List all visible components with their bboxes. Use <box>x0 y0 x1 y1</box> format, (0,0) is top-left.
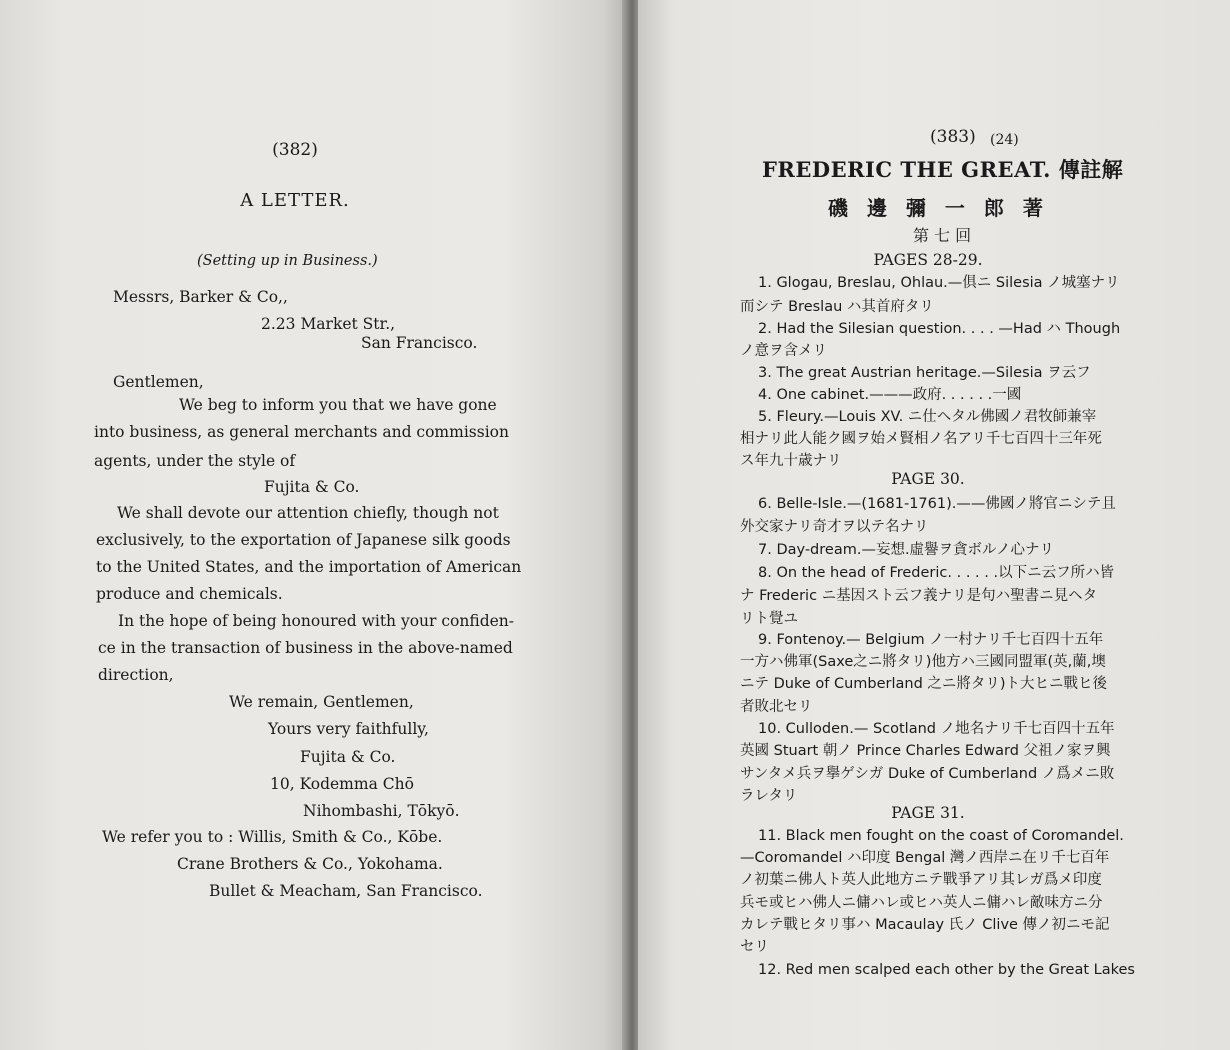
paragraph-line: produce and chemicals. <box>96 585 283 603</box>
paragraph-line: ce in the transaction of business in the above-named <box>98 639 513 657</box>
annotation-continuation: 英國 Stuart 朝ノ Prince Charles Edward 父祖ノ家ヲ興 <box>740 743 1111 759</box>
annotation-continuation: ラレタリ <box>740 788 798 804</box>
annotation-item: 2. Had the Silesian question. . . . —Had ハ Though <box>758 321 1121 337</box>
annotation-item: 7. Day-dream.—妄想.虛譽ヲ貪ボルノ心ナリ <box>758 542 1054 558</box>
annotation-continuation: カレテ戰ヒタリ事ハ Macaulay 氏ノ Clive 傳ノ初ニモ記 <box>740 917 1110 933</box>
address-line: 2.23 Market Str., <box>261 315 396 333</box>
annotation-item: 10. Culloden.— Scotland ノ地名ナリ千七百四十五年 <box>758 721 1115 737</box>
page-number-right: (383) <box>930 127 976 147</box>
address-line: San Francisco. <box>361 334 478 352</box>
paragraph-line: In the hope of being honoured with your confiden- <box>118 612 515 630</box>
firm-name: Fujita & Co. <box>264 478 360 496</box>
annotation-continuation: 而シテ Breslau ハ其首府タリ <box>740 299 934 315</box>
right-page <box>638 0 1230 1050</box>
letter-title: A LETTER. <box>240 190 350 211</box>
annotation-continuation: ナ Frederic ニ基因スト云フ義ナリ是句ハ聖書ニ見ヘタ <box>740 588 1098 604</box>
annotation-continuation: サンタメ兵ヲ擧ゲシガ Duke of Cumberland ノ爲メニ敗 <box>740 766 1115 782</box>
chapter-label: 第 七 回 <box>913 226 972 245</box>
annotation-continuation: 一方ハ佛軍(Saxe之ニ將タリ)他方ハ三國同盟軍(英,蘭,墺 <box>740 654 1106 670</box>
address-line: Messrs, Barker & Co,, <box>113 288 288 306</box>
section-heading: PAGES 28-29. <box>873 251 983 269</box>
closing-line: Nihombashi, Tōkyō. <box>303 802 460 820</box>
book-title: FREDERIC THE GREAT. 傳註解 <box>762 157 1124 182</box>
annotation-item: 3. The great Austrian heritage.—Silesia ヲ云フ <box>758 365 1091 381</box>
annotation-continuation: ノ初葉ニ佛人ト英人此地方ニテ戰爭アリ其レガ爲メ印度 <box>740 872 1102 888</box>
annotation-continuation: 者敗北セリ <box>740 699 813 715</box>
annotation-continuation: ノ意ヲ含メリ <box>740 343 827 359</box>
annotation-continuation: セリ <box>740 939 769 955</box>
paragraph-line: to the United States, and the importation of American <box>96 558 522 576</box>
paragraph-line: exclusively, to the exportation of Japanese silk goods <box>96 531 511 549</box>
reference-line: We refer you to : Willis, Smith & Co., Kōbe. <box>102 828 443 846</box>
closing-line: Fujita & Co. <box>300 748 396 766</box>
annotation-item: 9. Fontenoy.— Belgium ノ一村ナリ千七百四十五年 <box>758 632 1104 648</box>
annotation-item: 8. On the head of Frederic. . . . . .以下ニ云フ所ハ皆 <box>758 565 1115 581</box>
section-heading: PAGE 31. <box>891 804 965 822</box>
section-heading: PAGE 30. <box>891 470 965 488</box>
annotation-continuation: リト覺ユ <box>740 611 798 627</box>
letter-subtitle: (Setting up in Business.) <box>197 253 378 269</box>
annotation-continuation: 外交家ナリ奇才ヲ以テ名ナリ <box>740 519 929 535</box>
closing-line: Yours very faithfully, <box>268 720 429 738</box>
closing-line: We remain, Gentlemen, <box>229 693 414 711</box>
annotation-continuation: —Coromandel ハ印度 Bengal 灣ノ西岸ニ在リ千七百年 <box>740 850 1110 866</box>
annotation-item: 1. Glogau, Breslau, Ohlau.—俱ニ Silesia ノ城塞ナリ <box>758 275 1120 291</box>
paragraph-line: into business, as general merchants and commission <box>94 423 509 441</box>
page-number-left: (382) <box>272 140 318 160</box>
annotation-item: 12. Red men scalped each other by the Great Lakes <box>758 962 1135 978</box>
paragraph-line: We beg to inform you that we have gone <box>179 396 497 414</box>
annotation-item: 11. Black men fought on the coast of Coromandel. <box>758 828 1124 844</box>
annotation-item: 5. Fleury.—Louis XV. ニ仕ヘタル佛國ノ君牧師兼宰 <box>758 409 1097 425</box>
closing-line: 10, Kodemma Chō <box>270 775 414 793</box>
reference-line: Crane Brothers & Co., Yokohama. <box>177 855 443 873</box>
paragraph-line: direction, <box>98 666 174 684</box>
annotation-continuation: ス年九十歳ナリ <box>740 453 842 469</box>
annotation-item: 4. One cabinet.———政府. . . . . .一國 <box>758 387 1022 403</box>
page-number-alt: (24) <box>990 132 1019 148</box>
reference-line: Bullet & Meacham, San Francisco. <box>209 882 483 900</box>
annotation-continuation: 兵モ或ヒハ佛人ニ傭ハレ或ヒハ英人ニ傭ハレ敵味方ニ分 <box>740 895 1103 911</box>
annotation-item: 6. Belle-Isle.—(1681-1761).——佛國ノ將官ニシテ且 <box>758 496 1116 512</box>
paragraph-line: We shall devote our attention chiefly, though not <box>117 504 499 522</box>
paragraph-line: agents, under the style of <box>94 452 296 470</box>
annotation-continuation: ニテ Duke of Cumberland 之ニ將タリ)ト大ヒニ戰ヒ後 <box>740 676 1108 692</box>
author-line: 磯 邊 彌 一 郎 著 <box>828 196 1049 220</box>
salutation: Gentlemen, <box>113 373 204 391</box>
annotation-continuation: 相ナリ此人能ク國ヲ始メ賢相ノ名アリ千七百四十三年死 <box>740 431 1102 447</box>
